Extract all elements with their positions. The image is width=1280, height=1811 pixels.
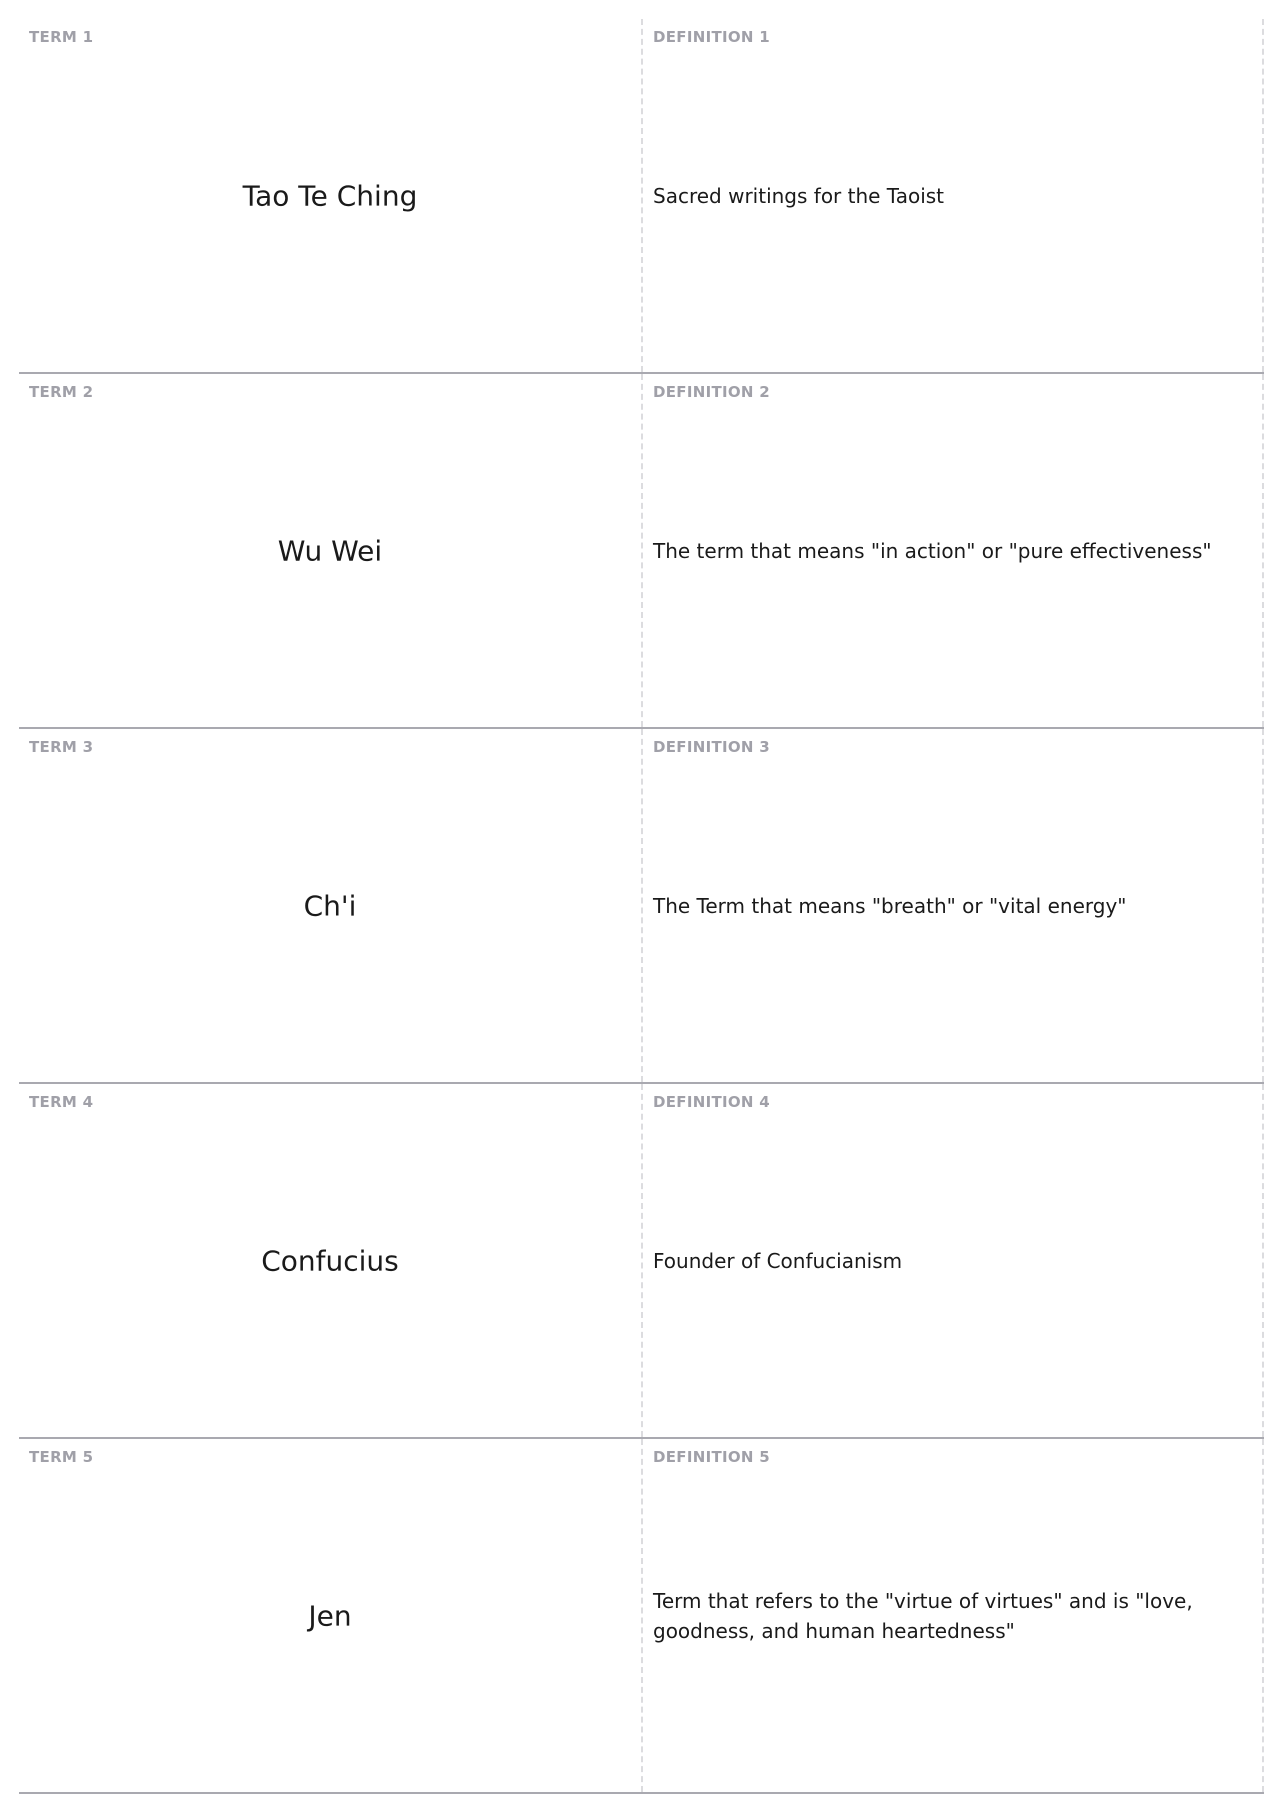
- term-text: Confucius: [261, 1244, 399, 1277]
- definition-cell: [643, 729, 1264, 1082]
- term-text: Tao Te Ching: [242, 179, 418, 212]
- term-text: Ch'i: [303, 889, 357, 922]
- definition-text: Term that refers to the "virtue of virtues" and is "love, goodness, and human heartedness": [653, 1588, 1193, 1643]
- flashcard-row: [19, 374, 1264, 729]
- flashcard-row: [19, 729, 1264, 1084]
- term-cell: [19, 374, 643, 727]
- definition-label: DEFINITION 2: [653, 383, 771, 401]
- term-cell: [19, 1084, 643, 1437]
- term-label: TERM 2: [29, 383, 94, 401]
- definition-text: The term that means "in action" or "pure effectiveness": [653, 538, 1212, 563]
- term-label: TERM 5: [29, 1448, 94, 1466]
- term-cell: [19, 19, 643, 372]
- definition-label: DEFINITION 3: [653, 738, 771, 756]
- definition-text: Sacred writings for the Taoist: [653, 183, 945, 208]
- flashcard-row: [19, 1084, 1264, 1439]
- definition-cell: [643, 1084, 1264, 1437]
- definition-label: DEFINITION 1: [653, 28, 771, 46]
- term-label: TERM 1: [29, 28, 94, 46]
- definition-cell: [643, 374, 1264, 727]
- term-label: TERM 3: [29, 738, 94, 756]
- term-cell: [19, 1439, 643, 1792]
- definition-label: DEFINITION 5: [653, 1448, 771, 1466]
- definition-cell: [643, 1439, 1264, 1792]
- flashcard-sheet: [19, 19, 1264, 1794]
- definition-label: DEFINITION 4: [653, 1093, 771, 1111]
- flashcard-row: [19, 19, 1264, 374]
- flashcard-row: [19, 1439, 1264, 1794]
- term-label: TERM 4: [29, 1093, 94, 1111]
- definition-text: Founder of Confucianism: [653, 1248, 903, 1273]
- term-text: Jen: [308, 1599, 352, 1632]
- term-cell: [19, 729, 643, 1082]
- term-text: Wu Wei: [277, 534, 383, 567]
- definition-text: The Term that means "breath" or "vital energy": [653, 893, 1127, 918]
- definition-cell: [643, 19, 1264, 372]
